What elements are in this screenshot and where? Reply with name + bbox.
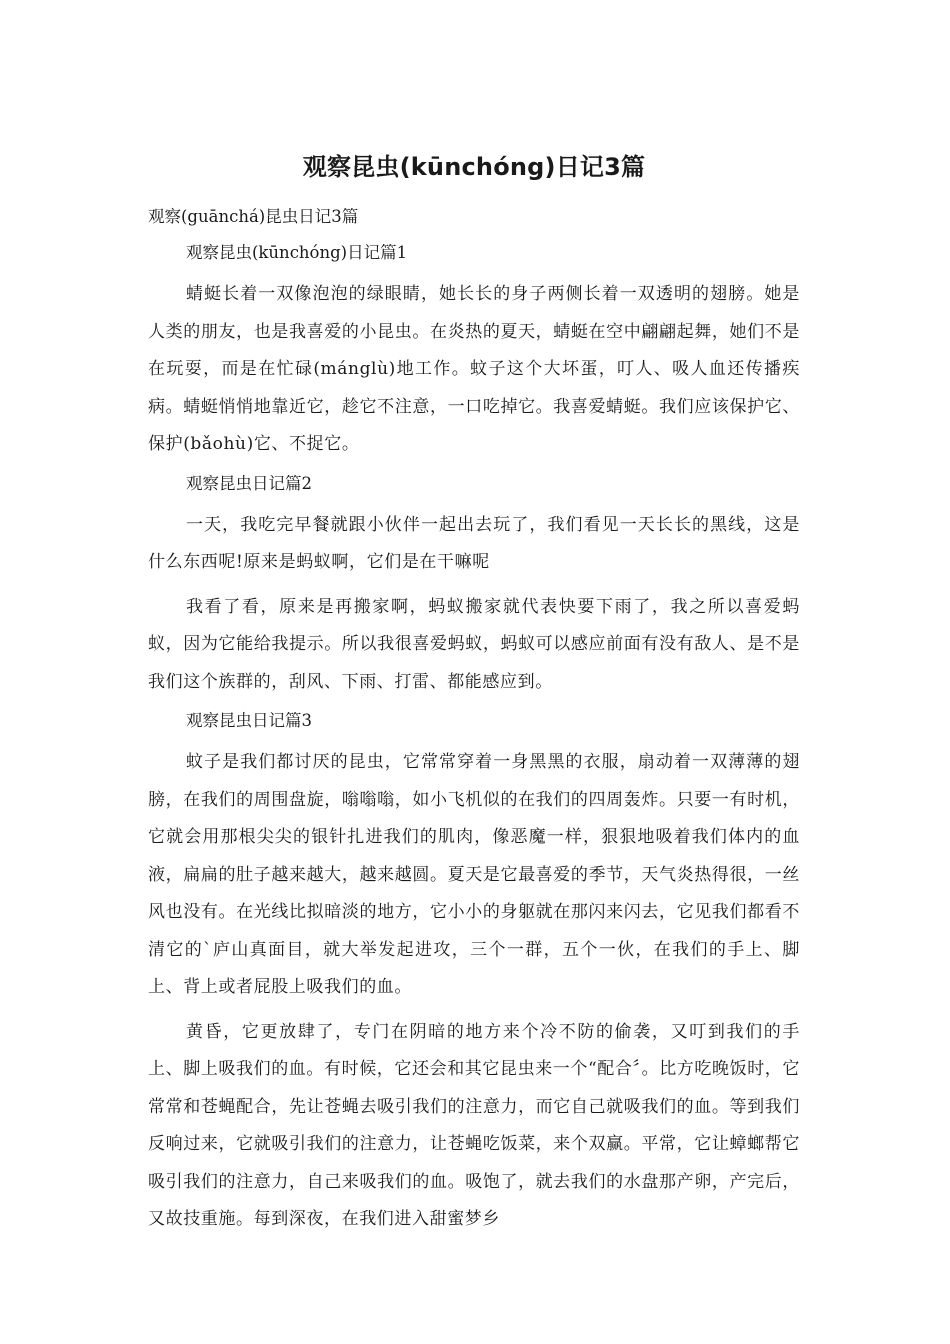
section-heading: 观察昆虫(kūnchóng)日记篇1 <box>186 243 408 262</box>
paragraph: 黄昏，它更放肆了，专门在阴暗的地方来个冷不防的偷袭，又叮到我们的手上、脚上吸我们的血。有时候，它还会和其它昆虫来一个“配合〞。比方吃晚饭时，它常常和苍蝇配合，先让苍蝇去吸引我们的注意力，而它自己就吸我们的血。等到我们反响过来，它就吸引我们的注意力，让苍蝇吃饭菜，来个双赢。平常，它让蟑螂帮它吸引我们的注意力，自己来吸我们的血。吸饱了，就去我们的水盘那产卵，产完后，又故技重施。每到深夜，在我们进入甜蜜梦乡 <box>148 1021 800 1229</box>
paragraph: 蚊子是我们都讨厌的昆虫，它常常穿着一身黑黑的衣服，扇动着一双薄薄的翅膀，在我们的周围盘旋，嗡嗡嗡，如小飞机似的在我们的四周轰炸。只要一有时机，它就会用那根尖尖的银针扎进我们的肌肉，像恶魔一样，狠狠地吸着我们体内的血液，扁扁的肚子越来越大，越来越圆。夏天是它最喜爱的季节，天气炎热得很，一丝风也没有。在光线比拟暗淡的地方，它小小的身躯就在那闪来闪去，它见我们都看不清它的`庐山真面目，就大举发起进攻，三个一群，五个一伙，在我们的手上、脚上、背上或者屁股上吸我们的血。 <box>148 752 800 997</box>
section-2 <box>148 471 800 702</box>
section-3 <box>148 708 800 1239</box>
document-page <box>148 150 800 1246</box>
paragraph: 一天，我吃完早餐就跟小伙伴一起出去玩了，我们看见一天长长的黑线，这是什么东西呢!原来是蚂蚁啊，它们是在干嘛呢 <box>148 514 800 572</box>
section-1 <box>148 240 800 464</box>
document-title: 观察昆虫(kūnchóng)日记3篇 <box>302 153 646 181</box>
paragraph: 蜻蜓长着一双像泡泡的绿眼睛，她长长的身子两侧长着一双透明的翅膀。她是人类的朋友，也是我喜爱的小昆虫。在炎热的夏天，蜻蜓在空中翩翩起舞，她们不是在玩耍，而是在忙碌(mánglù)地工作。蚊子这个大坏蛋，叮人、吸人血还传播疾病。蜻蜓悄悄地靠近它，趁它不注意，一口吃掉它。我喜爱蜻蜓。我们应该保护它、保护(bǎohù)它、不捉它。 <box>148 284 800 454</box>
paragraph: 我看了看，原来是再搬家啊，蚂蚁搬家就代表快要下雨了，我之所以喜爱蚂蚁，因为它能给我提示。所以我很喜爱蚂蚁，蚂蚁可以感应前面有没有敌人、是不是我们这个族群的，刮风、下雨、打雷、都能感应到。 <box>148 596 800 692</box>
section-heading: 观察昆虫日记篇3 <box>186 711 312 730</box>
section-heading: 观察昆虫日记篇2 <box>186 473 312 493</box>
document-subtitle: 观察(guānchá)昆虫日记3篇 <box>148 207 359 226</box>
